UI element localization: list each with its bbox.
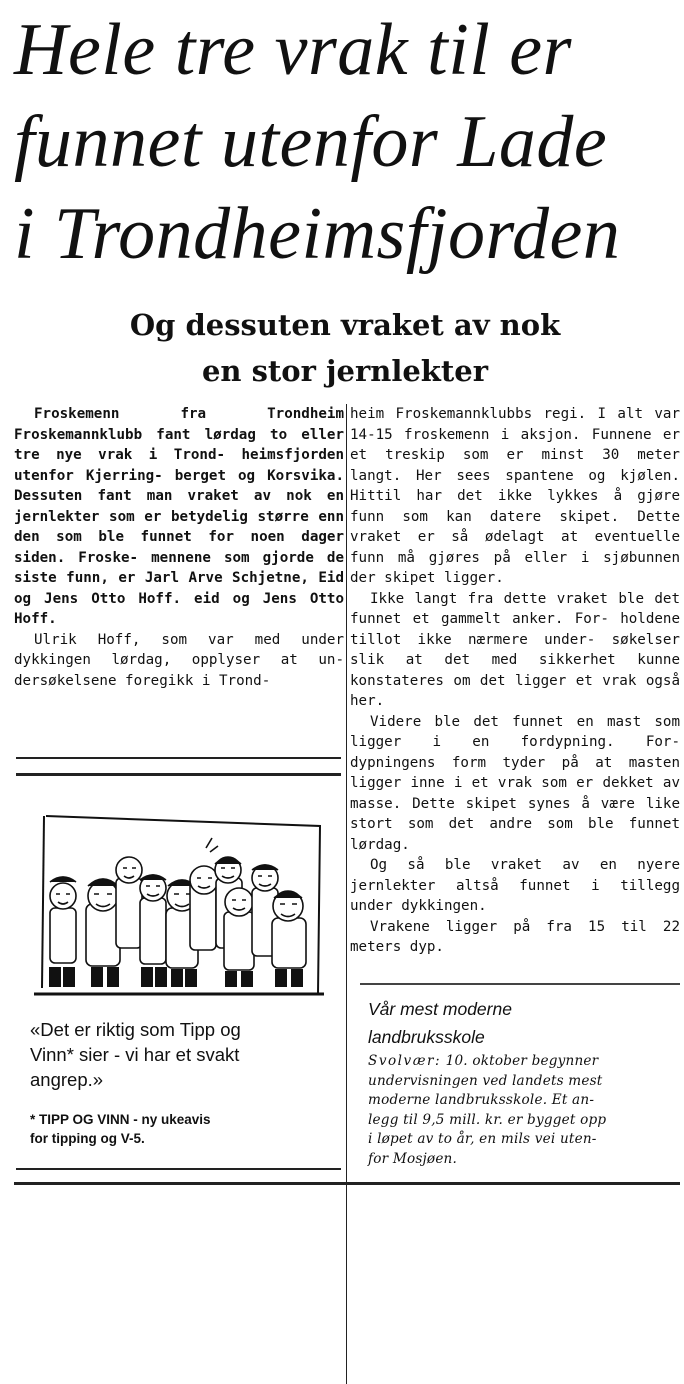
subheadline-line-1: Og dessuten vraket av nok bbox=[129, 308, 561, 342]
body-line: spantene og kjølen. Hittil har det bbox=[350, 467, 680, 504]
body-line: søkelser slik at det med sikkerhet bbox=[350, 631, 680, 668]
body-paragraph bbox=[14, 630, 344, 692]
lead-paragraph bbox=[14, 404, 344, 630]
body-line: jernlekter altså funnet i tillegg bbox=[350, 877, 680, 894]
body-line: det funnet et gammelt anker. For- bbox=[350, 590, 680, 627]
article-right-column bbox=[350, 404, 680, 958]
body-line: Videre ble det funnet en mast bbox=[370, 713, 642, 730]
headline-line-2: funnet utenfor Lade bbox=[14, 101, 608, 183]
body-line: ødelagt at eventuelle funn må bbox=[350, 529, 681, 566]
body-line: er dekket av masse. Dette skipet bbox=[350, 775, 680, 812]
caption-line: «Det er riktig som Tipp og bbox=[30, 1019, 241, 1040]
brief-rule bbox=[360, 983, 680, 985]
subheadline bbox=[40, 302, 650, 394]
brief-line: for Mosjøen. bbox=[368, 1150, 458, 1167]
body-line: alt var 14-15 froskemenn i aksjon. bbox=[350, 406, 681, 443]
brief-line: 10. oktober begynner bbox=[445, 1053, 599, 1069]
column-divider bbox=[346, 404, 347, 1384]
body-line: synes å være like stort som det bbox=[350, 795, 680, 832]
body-line: heim Froskemannklubbs regi. I bbox=[350, 406, 607, 422]
page-bottom-rule bbox=[14, 1182, 680, 1185]
person-figure bbox=[190, 838, 218, 950]
body-line: minst 30 meter langt. Her sees bbox=[350, 447, 680, 484]
body-line: datere skipet. Dette vraket er så bbox=[350, 508, 680, 545]
lead-line: funn, er Jarl Arve Schjetne, bbox=[66, 570, 309, 586]
headline bbox=[14, 4, 678, 280]
cartoon-illustration bbox=[28, 808, 328, 1008]
headline-line-1: Hele tre vrak til er bbox=[14, 9, 572, 91]
body-paragraph bbox=[350, 855, 680, 917]
brief-dateline: Svolvær: bbox=[368, 1053, 442, 1069]
body-line: masten ligger inne i et vrak som bbox=[350, 754, 681, 791]
lead-line: for noen dager siden. Froske- bbox=[14, 529, 344, 566]
footnote-line: * TIPP OG VINN - ny ukeavis bbox=[30, 1112, 211, 1127]
lead-line: berget og Korsvika. Dessuten bbox=[14, 467, 344, 504]
body-line: Ikke langt fra dette vraket ble bbox=[370, 590, 644, 607]
body-paragraph bbox=[350, 712, 680, 856]
advert-footnote bbox=[30, 1110, 335, 1148]
body-line: Funnene er et treskip som er bbox=[350, 426, 681, 463]
body-line: gjøres på eller i sjøbunnen der bbox=[350, 549, 680, 586]
lead-line: jernlekter som er betydelig bbox=[14, 508, 248, 525]
cartoon-caption bbox=[30, 1017, 335, 1092]
brief-headline-line: Vår mest moderne bbox=[368, 999, 512, 1019]
person-figure bbox=[50, 877, 76, 963]
brief-line: i løpet av to år, en mils vei uten- bbox=[368, 1131, 597, 1147]
brief-line: moderne landbruksskole. Et an- bbox=[368, 1092, 595, 1108]
body-line: Ulrik Hoff, som var med under bbox=[34, 631, 344, 648]
section-rule bbox=[16, 757, 341, 759]
body-line: dykkingen lørdag, opplyser at un- bbox=[14, 652, 344, 668]
body-line: meters dyp. bbox=[350, 939, 444, 955]
person-figure bbox=[272, 891, 306, 968]
person-figure bbox=[116, 857, 142, 948]
lead-line: Froskemenn fra Trondheim bbox=[34, 406, 344, 422]
lead-line: større enn den som ble funnet bbox=[14, 508, 344, 545]
brief-line: undervisningen ved landets mest bbox=[368, 1072, 603, 1089]
body-line: dypningens form tyder på at bbox=[350, 754, 613, 771]
person-figure bbox=[140, 875, 166, 964]
body-line: skipet ligger. bbox=[384, 570, 504, 586]
body-paragraph bbox=[350, 589, 680, 712]
body-paragraph bbox=[350, 404, 680, 589]
body-line: et vrak også her. bbox=[350, 672, 681, 709]
subheadline-line-2: en stor jernlekter bbox=[201, 354, 489, 388]
body-line: ikke lykkes å gjøre funn som kan bbox=[350, 488, 680, 525]
lead-line: fant man vraket av nok en bbox=[97, 488, 344, 504]
brief-headline-line: landbruksskole bbox=[368, 1027, 485, 1047]
lead-line: eid og Jens Otto Hoff. bbox=[14, 590, 345, 627]
headline-line-3: i Trondheimsfjorden bbox=[14, 193, 621, 275]
caption-line: angrep.» bbox=[30, 1069, 104, 1090]
body-paragraph bbox=[350, 917, 680, 958]
lead-line: to eller tre nye vrak i Trond- bbox=[14, 426, 345, 463]
body-line: holdene tillot ikke nærmere under- bbox=[350, 611, 680, 648]
brief-text bbox=[368, 1052, 678, 1169]
lead-line: heimsfjorden utenfor Kjerring- bbox=[14, 447, 345, 484]
body-line: Vrakene ligger på fra 15 til 22 bbox=[370, 918, 680, 935]
article-left-column bbox=[14, 404, 344, 691]
lead-line: Froskemannklubb fant lørdag bbox=[14, 426, 256, 443]
body-line: som ligger i en fordypning. For- bbox=[350, 713, 680, 750]
brief-headline bbox=[368, 995, 678, 1051]
lead-line: Eid og Jens Otto Hoff. bbox=[14, 570, 345, 607]
person-figure bbox=[224, 888, 254, 970]
section-rule bbox=[16, 1168, 341, 1170]
section-rule bbox=[16, 773, 341, 776]
person-figure bbox=[86, 879, 120, 966]
body-line: under dykkingen. bbox=[350, 898, 487, 914]
body-line: dersøkelsene foregikk i Trond- bbox=[14, 672, 271, 689]
lead-line: mennene som gjorde de siste bbox=[14, 549, 345, 586]
body-line: Og så ble vraket av en nyere bbox=[370, 857, 680, 873]
footnote-line: for tipping og V-5. bbox=[30, 1131, 145, 1146]
caption-line: Vinn* sier - vi har et svakt bbox=[30, 1044, 240, 1065]
brief-line: legg til 9,5 mill. kr. er bygget opp bbox=[368, 1111, 607, 1128]
body-line: kunne konstateres om det ligger bbox=[350, 652, 681, 689]
body-line: andre som ble funnet lørdag. bbox=[350, 816, 680, 853]
